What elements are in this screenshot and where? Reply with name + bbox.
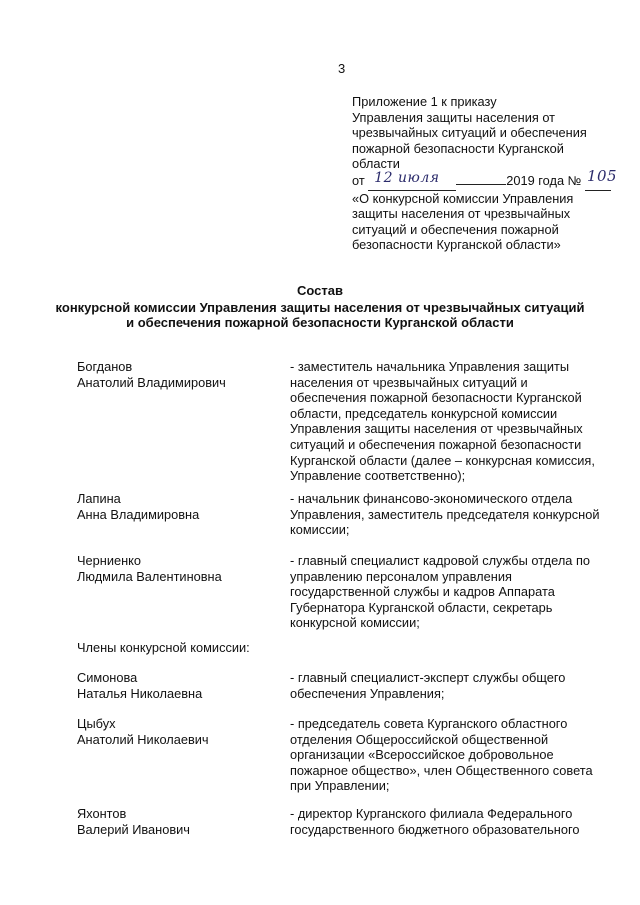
member-name (77, 670, 277, 701)
role-line: населения от чрезвычайных ситуаций и (290, 374, 528, 390)
date-underline (456, 172, 506, 185)
role-line: пожарное общество», член Общественного совета (290, 762, 593, 778)
member-role (290, 716, 610, 794)
member-surname: Цыбух (77, 716, 116, 731)
role-line: Управление соответственно); (290, 468, 466, 484)
member-name (77, 806, 277, 837)
role-line: - председатель совета Курганского областного (290, 716, 568, 731)
handwritten-date: 12 июля (368, 174, 456, 191)
role-line: области, председатель конкурсной комиссии (290, 405, 558, 421)
role-line: - директор Курганского филиала Федерального (290, 806, 573, 821)
member-surname: Симонова (77, 670, 138, 685)
member-surname: Лапина (77, 491, 121, 506)
subject-line: защиты населения от чрезвычайных (352, 206, 571, 222)
member-name (77, 359, 277, 390)
title-line: и обеспечения пожарной безопасности Курганской области (126, 315, 514, 330)
member-given-name: Анна Владимировна (77, 506, 200, 522)
role-line: - заместитель начальника Управления защиты (290, 359, 570, 374)
member-given-name: Валерий Иванович (77, 821, 190, 837)
member-name (77, 716, 277, 747)
role-line: управлению персоналом управления (290, 568, 512, 584)
members-section-label: Члены конкурсной комиссии: (77, 640, 250, 655)
subject-line: ситуаций и обеспечения пожарной (352, 221, 559, 237)
member-role (290, 806, 610, 837)
role-line: комиссии; (290, 522, 350, 538)
role-line: ситуаций и обеспечения пожарной безопасности (290, 436, 582, 452)
member-surname: Богданов (77, 359, 133, 374)
member-given-name: Анатолий Николаевич (77, 731, 209, 747)
title-line: конкурсной комиссии Управления защиты населения от чрезвычайных ситуаций (55, 299, 585, 315)
role-line: конкурсной комиссии; (290, 615, 420, 631)
role-line: организации «Всероссийское добровольное (290, 747, 554, 763)
document-title (40, 283, 600, 331)
role-line: обеспечения пожарной безопасности Курганской (290, 390, 582, 406)
title-line: Состав (297, 283, 343, 298)
member-name (77, 491, 277, 522)
member-role (290, 359, 610, 484)
member-given-name: Людмила Валентиновна (77, 568, 222, 584)
member-role (290, 553, 610, 631)
role-line: при Управлении; (290, 778, 390, 794)
page-number: 3 (338, 61, 346, 76)
role-line: Управления защиты населения от чрезвычайных (290, 421, 583, 437)
order-year-text: 2019 года № (506, 172, 582, 188)
appendix-line: области (352, 156, 400, 172)
role-line: - главный специалист-эксперт службы общего (290, 670, 566, 685)
member-surname: Черниенко (77, 553, 142, 568)
appendix-line: пожарной безопасности Курганской (352, 140, 564, 156)
role-line: - главный специалист кадровой службы отдела по (290, 553, 591, 568)
role-line: отделения Общероссийской общественной (290, 731, 549, 747)
member-role (290, 491, 610, 538)
appendix-line: Управления защиты населения от (352, 109, 556, 125)
role-line: Курганской области (далее – конкурсная комиссия, (290, 452, 595, 468)
member-role (290, 670, 610, 701)
member-name (77, 553, 277, 584)
role-line: Управления, заместитель председателя конкурсной (290, 506, 600, 522)
member-surname: Яхонтов (77, 806, 127, 821)
date-prefix: от (352, 172, 365, 188)
role-line: Губернатора Курганской области, секретарь (290, 599, 553, 615)
role-line: государственной службы и кадров Аппарата (290, 584, 555, 600)
role-line: - начальник финансово-экономического отдела (290, 491, 573, 506)
appendix-header (352, 94, 618, 253)
handwritten-order-number: 105 (585, 173, 611, 191)
member-given-name: Анатолий Владимирович (77, 374, 226, 390)
subject-line: «О конкурсной комиссии Управления (352, 190, 574, 206)
appendix-line: чрезвычайных ситуаций и обеспечения (352, 125, 587, 141)
appendix-line: Приложение 1 к приказу (352, 94, 497, 109)
order-date-line (352, 166, 618, 191)
role-line: обеспечения Управления; (290, 685, 445, 701)
subject-line: безопасности Курганской области» (352, 237, 561, 253)
role-line: государственного бюджетного образовательного (290, 821, 580, 837)
member-given-name: Наталья Николаевна (77, 685, 203, 701)
